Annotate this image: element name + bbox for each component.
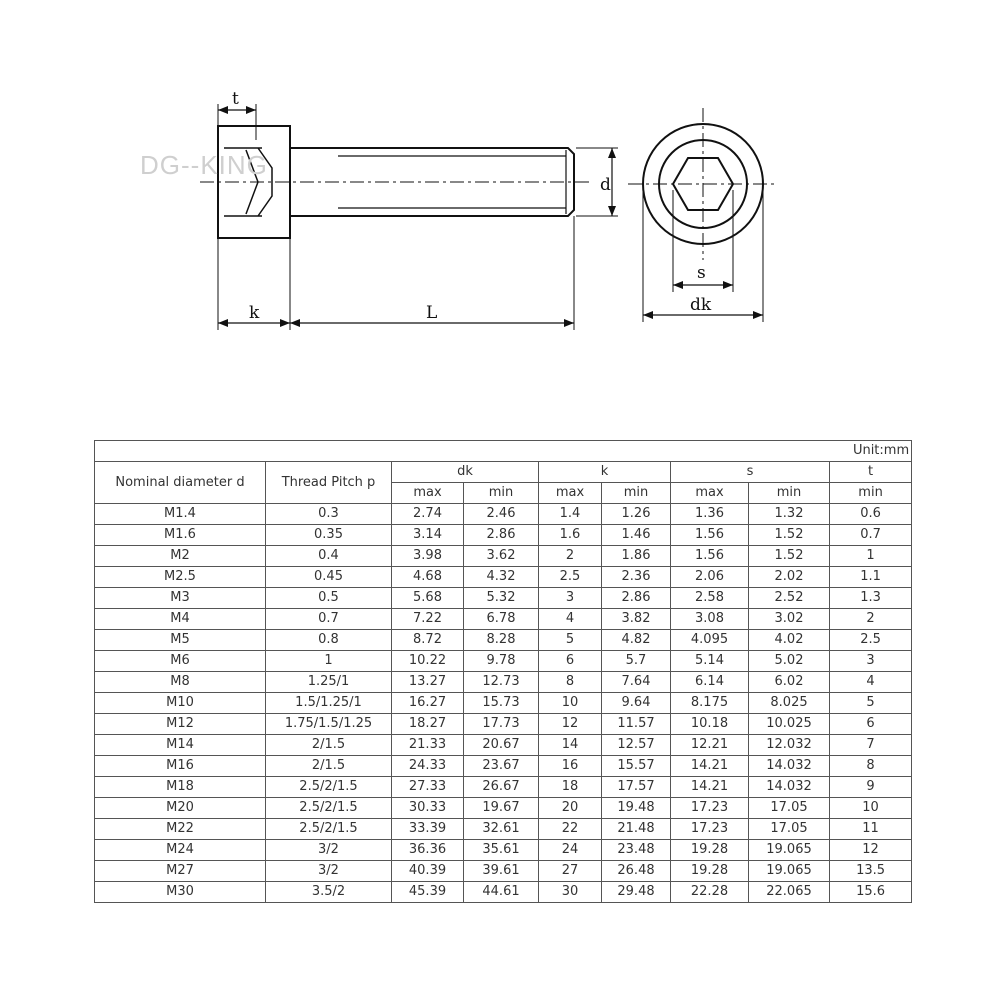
table-row xyxy=(95,693,912,714)
table-cell: 0.3 xyxy=(266,504,392,525)
table-cell: 8 xyxy=(539,672,602,693)
table-cell: 0.6 xyxy=(830,504,912,525)
table-cell: 39.61 xyxy=(464,861,539,882)
table-row xyxy=(95,861,912,882)
table-row xyxy=(95,882,912,903)
table-row xyxy=(95,756,912,777)
table-cell: 3.82 xyxy=(602,609,671,630)
table-cell: 35.61 xyxy=(464,840,539,861)
table-cell: 22.065 xyxy=(749,882,830,903)
table-cell: 1.25/1 xyxy=(266,672,392,693)
table-cell: 22 xyxy=(539,819,602,840)
header-k: k xyxy=(539,462,671,483)
table-cell: 3 xyxy=(539,588,602,609)
table-cell: 19.48 xyxy=(602,798,671,819)
table-cell: 14.032 xyxy=(749,756,830,777)
table-row xyxy=(95,777,912,798)
table-cell: 1.32 xyxy=(749,504,830,525)
table-row xyxy=(95,504,912,525)
table-cell: 12.21 xyxy=(671,735,749,756)
table-cell: 19.67 xyxy=(464,798,539,819)
unit-label: Unit:mm xyxy=(95,441,912,462)
table-cell: 1.26 xyxy=(602,504,671,525)
table-cell: 7.22 xyxy=(392,609,464,630)
table-cell: M3 xyxy=(95,588,266,609)
table-cell: 15.6 xyxy=(830,882,912,903)
table-cell: 12 xyxy=(830,840,912,861)
table-cell: 5 xyxy=(539,630,602,651)
table-cell: 1.46 xyxy=(602,525,671,546)
table-cell: 19.065 xyxy=(749,840,830,861)
table-cell: 17.57 xyxy=(602,777,671,798)
table-cell: 2.46 xyxy=(464,504,539,525)
table-cell: 10 xyxy=(830,798,912,819)
label-L: L xyxy=(426,303,438,323)
table-cell: M8 xyxy=(95,672,266,693)
table-cell: 27 xyxy=(539,861,602,882)
table-cell: 4.68 xyxy=(392,567,464,588)
table-cell: 15.57 xyxy=(602,756,671,777)
header-nominal-diameter: Nominal diameter d xyxy=(95,462,266,504)
table-cell: 2.36 xyxy=(602,567,671,588)
table-cell: M1.4 xyxy=(95,504,266,525)
table-cell: 14.032 xyxy=(749,777,830,798)
table-cell: 5.7 xyxy=(602,651,671,672)
table-cell: 29.48 xyxy=(602,882,671,903)
table-cell: 16 xyxy=(539,756,602,777)
table-cell: 8.28 xyxy=(464,630,539,651)
table-cell: 17.05 xyxy=(749,819,830,840)
table-cell: 1.52 xyxy=(749,546,830,567)
table-cell: 26.48 xyxy=(602,861,671,882)
table-cell: 19.28 xyxy=(671,861,749,882)
table-cell: 2/1.5 xyxy=(266,756,392,777)
table-cell: 3.14 xyxy=(392,525,464,546)
header-thread-pitch: Thread Pitch p xyxy=(266,462,392,504)
table-cell: 2 xyxy=(539,546,602,567)
table-cell: 1.56 xyxy=(671,525,749,546)
table-cell: 23.67 xyxy=(464,756,539,777)
header-row-groups xyxy=(95,462,912,483)
table-cell: 20.67 xyxy=(464,735,539,756)
table-row xyxy=(95,672,912,693)
table-cell: 1 xyxy=(266,651,392,672)
table-cell: 1.36 xyxy=(671,504,749,525)
table-cell: 19.065 xyxy=(749,861,830,882)
header-t-min: min xyxy=(830,483,912,504)
table-cell: 17.05 xyxy=(749,798,830,819)
table-cell: 2.5 xyxy=(539,567,602,588)
table-cell: 14.21 xyxy=(671,756,749,777)
table-cell: M24 xyxy=(95,840,266,861)
table-cell: 4.095 xyxy=(671,630,749,651)
table-cell: 13.27 xyxy=(392,672,464,693)
table-cell: 5.68 xyxy=(392,588,464,609)
table-cell: 2.5/2/1.5 xyxy=(266,777,392,798)
table-cell: 0.7 xyxy=(266,609,392,630)
table-cell: 5.02 xyxy=(749,651,830,672)
table-cell: 6 xyxy=(830,714,912,735)
table-cell: 6 xyxy=(539,651,602,672)
table-cell: 21.48 xyxy=(602,819,671,840)
table-row xyxy=(95,546,912,567)
header-s-min: min xyxy=(749,483,830,504)
table-row xyxy=(95,630,912,651)
table-row xyxy=(95,735,912,756)
table-row xyxy=(95,525,912,546)
label-s: s xyxy=(697,263,706,283)
table-cell: 8.72 xyxy=(392,630,464,651)
table-cell: 4 xyxy=(539,609,602,630)
table-cell: 2.5/2/1.5 xyxy=(266,798,392,819)
table-cell: 6.14 xyxy=(671,672,749,693)
table-cell: 11 xyxy=(830,819,912,840)
table-cell: 9 xyxy=(830,777,912,798)
table-cell: M4 xyxy=(95,609,266,630)
table-cell: 1.52 xyxy=(749,525,830,546)
table-cell: 2.5/2/1.5 xyxy=(266,819,392,840)
table-cell: 4.32 xyxy=(464,567,539,588)
table-row xyxy=(95,588,912,609)
table-cell: M20 xyxy=(95,798,266,819)
table-cell: 44.61 xyxy=(464,882,539,903)
table-cell: 0.45 xyxy=(266,567,392,588)
table-cell: 8.025 xyxy=(749,693,830,714)
header-s: s xyxy=(671,462,830,483)
table-cell: 4 xyxy=(830,672,912,693)
table-cell: 30.33 xyxy=(392,798,464,819)
table-cell: 18 xyxy=(539,777,602,798)
table-cell: 3.02 xyxy=(749,609,830,630)
table-cell: M6 xyxy=(95,651,266,672)
table-cell: 23.48 xyxy=(602,840,671,861)
table-cell: 12.57 xyxy=(602,735,671,756)
bolt-diagram xyxy=(0,0,1000,430)
table-cell: M1.6 xyxy=(95,525,266,546)
dimensions-table xyxy=(94,440,912,903)
table-cell: M2.5 xyxy=(95,567,266,588)
table-cell: 1.56 xyxy=(671,546,749,567)
table-cell: 8.175 xyxy=(671,693,749,714)
header-dk-min: min xyxy=(464,483,539,504)
table-cell: 27.33 xyxy=(392,777,464,798)
table-cell: 17.73 xyxy=(464,714,539,735)
table-cell: 10 xyxy=(539,693,602,714)
table-row xyxy=(95,798,912,819)
label-k: k xyxy=(249,303,260,323)
table-cell: 17.23 xyxy=(671,798,749,819)
table-cell: 4.02 xyxy=(749,630,830,651)
table-cell: 2.02 xyxy=(749,567,830,588)
table-cell: 10.22 xyxy=(392,651,464,672)
table-cell: 2 xyxy=(830,609,912,630)
table-cell: 2.86 xyxy=(464,525,539,546)
table-cell: M14 xyxy=(95,735,266,756)
table-cell: M30 xyxy=(95,882,266,903)
table-cell: 4.82 xyxy=(602,630,671,651)
table-cell: 11.57 xyxy=(602,714,671,735)
table-cell: 16.27 xyxy=(392,693,464,714)
table-cell: 13.5 xyxy=(830,861,912,882)
table-cell: 26.67 xyxy=(464,777,539,798)
table-cell: 3/2 xyxy=(266,840,392,861)
table-cell: 1.6 xyxy=(539,525,602,546)
table-cell: 22.28 xyxy=(671,882,749,903)
watermark: DG--KING xyxy=(140,150,268,180)
table-cell: 14 xyxy=(539,735,602,756)
table-cell: 2.06 xyxy=(671,567,749,588)
table-cell: 9.78 xyxy=(464,651,539,672)
table-cell: 7.64 xyxy=(602,672,671,693)
header-k-max: max xyxy=(539,483,602,504)
table-cell: 14.21 xyxy=(671,777,749,798)
header-k-min: min xyxy=(602,483,671,504)
table-cell: 32.61 xyxy=(464,819,539,840)
unit-row xyxy=(95,441,912,462)
table-cell: 12.032 xyxy=(749,735,830,756)
table-cell: 12.73 xyxy=(464,672,539,693)
table-cell: 3/2 xyxy=(266,861,392,882)
table-cell: 1.3 xyxy=(830,588,912,609)
table-cell: 36.36 xyxy=(392,840,464,861)
header-dk-max: max xyxy=(392,483,464,504)
table-cell: 1.75/1.5/1.25 xyxy=(266,714,392,735)
table-row xyxy=(95,609,912,630)
table-cell: 24 xyxy=(539,840,602,861)
table-cell: M18 xyxy=(95,777,266,798)
table-cell: 18.27 xyxy=(392,714,464,735)
table-cell: 45.39 xyxy=(392,882,464,903)
table-row xyxy=(95,651,912,672)
table-cell: 3.5/2 xyxy=(266,882,392,903)
table-cell: 5 xyxy=(830,693,912,714)
table-cell: 20 xyxy=(539,798,602,819)
table-cell: 3.08 xyxy=(671,609,749,630)
table-cell: M10 xyxy=(95,693,266,714)
table-cell: 21.33 xyxy=(392,735,464,756)
table-row xyxy=(95,567,912,588)
table-cell: 1.4 xyxy=(539,504,602,525)
table-cell: 0.5 xyxy=(266,588,392,609)
table-cell: 1.86 xyxy=(602,546,671,567)
table-row xyxy=(95,819,912,840)
table-cell: 19.28 xyxy=(671,840,749,861)
table-cell: 1.5/1.25/1 xyxy=(266,693,392,714)
table-row xyxy=(95,714,912,735)
header-s-max: max xyxy=(671,483,749,504)
table-cell: 2.74 xyxy=(392,504,464,525)
table-cell: M2 xyxy=(95,546,266,567)
table-cell: 6.78 xyxy=(464,609,539,630)
table-cell: 0.7 xyxy=(830,525,912,546)
table-cell: 3.98 xyxy=(392,546,464,567)
table-cell: 2.58 xyxy=(671,588,749,609)
table-cell: 2.86 xyxy=(602,588,671,609)
table-cell: 24.33 xyxy=(392,756,464,777)
label-dk: dk xyxy=(690,295,712,315)
header-t: t xyxy=(830,462,912,483)
table-cell: 40.39 xyxy=(392,861,464,882)
table-cell: M16 xyxy=(95,756,266,777)
table-cell: 12 xyxy=(539,714,602,735)
table-cell: 1 xyxy=(830,546,912,567)
table-cell: 10.025 xyxy=(749,714,830,735)
table-cell: 0.35 xyxy=(266,525,392,546)
table-cell: 6.02 xyxy=(749,672,830,693)
table-cell: 2/1.5 xyxy=(266,735,392,756)
label-d: d xyxy=(600,175,611,195)
table-cell: 15.73 xyxy=(464,693,539,714)
table-cell: 30 xyxy=(539,882,602,903)
table-cell: 9.64 xyxy=(602,693,671,714)
table-cell: 10.18 xyxy=(671,714,749,735)
table-cell: M22 xyxy=(95,819,266,840)
table-cell: 2.52 xyxy=(749,588,830,609)
table-row xyxy=(95,840,912,861)
table-cell: M27 xyxy=(95,861,266,882)
header-dk: dk xyxy=(392,462,539,483)
table-cell: 17.23 xyxy=(671,819,749,840)
table-cell: 1.1 xyxy=(830,567,912,588)
table-cell: M12 xyxy=(95,714,266,735)
table-cell: 8 xyxy=(830,756,912,777)
table-cell: 33.39 xyxy=(392,819,464,840)
label-t: t xyxy=(232,89,239,109)
table-cell: M5 xyxy=(95,630,266,651)
table-cell: 0.4 xyxy=(266,546,392,567)
table-cell: 3.62 xyxy=(464,546,539,567)
table-cell: 3 xyxy=(830,651,912,672)
table-cell: 5.14 xyxy=(671,651,749,672)
table-cell: 2.5 xyxy=(830,630,912,651)
table-cell: 7 xyxy=(830,735,912,756)
table-cell: 0.8 xyxy=(266,630,392,651)
table-cell: 5.32 xyxy=(464,588,539,609)
